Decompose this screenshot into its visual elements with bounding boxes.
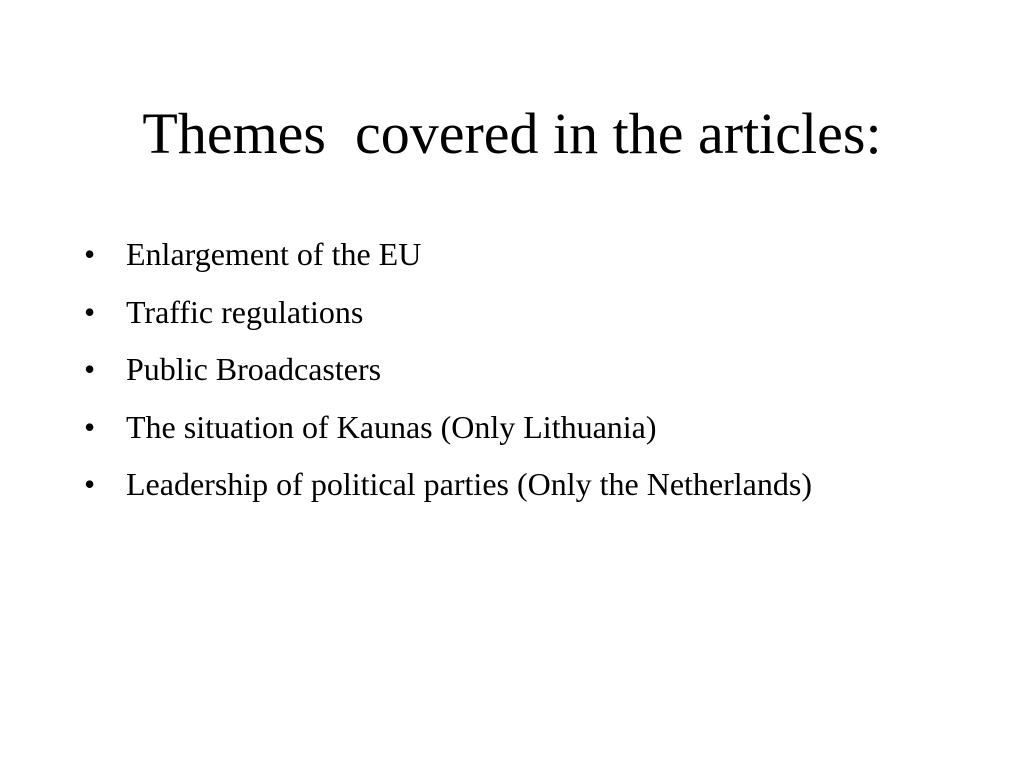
slide-title: Themes covered in the articles:: [142, 101, 882, 166]
bullet-text: The situation of Kaunas (Only Lithuania): [126, 408, 657, 445]
bullet-text: Public Broadcasters: [126, 351, 382, 387]
bullet-icon: •: [84, 293, 96, 330]
bullet-icon: •: [84, 466, 96, 502]
bullet-icon: •: [84, 351, 96, 387]
bullet-text: Leadership of political parties (Only the Netherlands): [126, 466, 812, 502]
bullet-text: Enlargement of the EU: [126, 236, 422, 272]
bullet-text: Traffic regulations: [126, 293, 364, 330]
bullet-icon: •: [84, 236, 96, 272]
bullet-icon: •: [84, 408, 96, 445]
